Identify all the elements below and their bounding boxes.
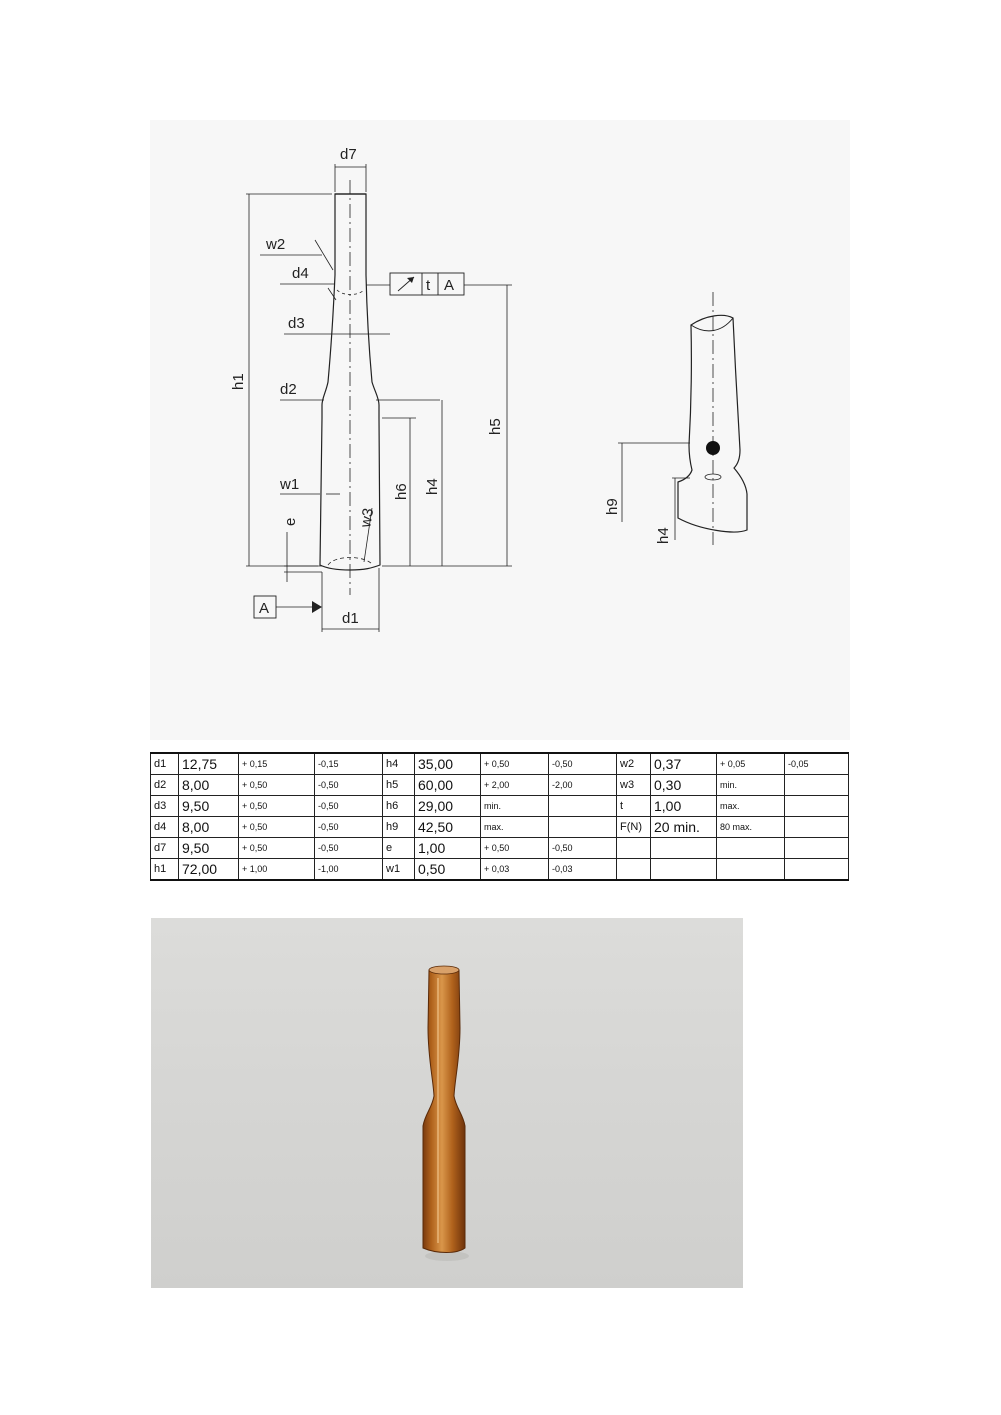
spec-cell: 35,00 <box>415 753 481 775</box>
spec-cell: + 0,50 <box>481 753 549 775</box>
d2-label: d2 <box>280 381 297 398</box>
spec-cell: h5 <box>383 775 415 796</box>
d1-label: d1 <box>342 610 359 627</box>
spec-cell <box>651 859 717 881</box>
spec-cell: 8,00 <box>179 817 239 838</box>
spec-cell: w2 <box>617 753 651 775</box>
spec-cell: max. <box>481 817 549 838</box>
spec-cell: + 0,15 <box>239 753 315 775</box>
d3-label: d3 <box>288 315 305 332</box>
spec-cell: + 0,50 <box>239 838 315 859</box>
spec-cell: d7 <box>151 838 179 859</box>
spec-cell: + 0,05 <box>717 753 785 775</box>
spec-cell <box>549 817 617 838</box>
detail-h4-label: h4 <box>655 527 672 544</box>
h1-label: h1 <box>230 373 247 390</box>
spec-cell: 9,50 <box>179 796 239 817</box>
spec-cell: 42,50 <box>415 817 481 838</box>
spec-cell: F(N) <box>617 817 651 838</box>
spec-cell: + 0,50 <box>481 838 549 859</box>
datum-triangle-icon <box>312 601 322 613</box>
spec-cell: -0,05 <box>785 753 849 775</box>
detail-view <box>604 292 747 545</box>
spec-cell: 0,50 <box>415 859 481 881</box>
spec-cell <box>785 838 849 859</box>
w1-label: w1 <box>280 476 300 493</box>
spec-cell: min. <box>481 796 549 817</box>
ampoule-photo-svg <box>151 918 743 1288</box>
spec-cell: -0,50 <box>315 775 383 796</box>
d4-label: d4 <box>292 265 309 282</box>
frame-a-label: A <box>444 277 455 294</box>
frame-t-label: t <box>426 277 431 294</box>
spec-cell: -1,00 <box>315 859 383 881</box>
spec-row <box>151 753 849 775</box>
spec-cell: 20 min. <box>651 817 717 838</box>
spec-cell: d1 <box>151 753 179 775</box>
spec-cell: e <box>383 838 415 859</box>
technical-drawing <box>150 120 850 740</box>
spec-cell <box>617 859 651 881</box>
spec-cell: h1 <box>151 859 179 881</box>
specification-table <box>150 752 849 881</box>
spec-cell: 12,75 <box>179 753 239 775</box>
base-dome <box>328 558 373 566</box>
spec-cell: d2 <box>151 775 179 796</box>
score-point-dot <box>706 441 720 455</box>
e-label: e <box>282 517 299 526</box>
spec-row <box>151 796 849 817</box>
spec-cell: d4 <box>151 817 179 838</box>
spec-cell: 8,00 <box>179 775 239 796</box>
spec-cell: 29,00 <box>415 796 481 817</box>
w3-label: w3 <box>357 506 378 529</box>
spec-cell: min. <box>717 775 785 796</box>
spec-cell: h9 <box>383 817 415 838</box>
spec-cell: 0,37 <box>651 753 717 775</box>
spec-cell: w1 <box>383 859 415 881</box>
spec-cell: -0,50 <box>315 817 383 838</box>
detail-h9-label: h9 <box>604 498 621 515</box>
spec-cell: 60,00 <box>415 775 481 796</box>
spec-cell: -0,50 <box>315 796 383 817</box>
spec-cell: 0,30 <box>651 775 717 796</box>
break-ring <box>337 290 364 295</box>
spec-cell <box>785 775 849 796</box>
spec-cell <box>785 859 849 881</box>
spec-cell: 1,00 <box>415 838 481 859</box>
spec-cell: h6 <box>383 796 415 817</box>
spec-cell <box>617 838 651 859</box>
spec-cell <box>717 838 785 859</box>
spec-cell: -0,50 <box>549 753 617 775</box>
spec-cell: max. <box>717 796 785 817</box>
spec-cell: -0,15 <box>315 753 383 775</box>
h4-label: h4 <box>424 478 441 495</box>
spec-cell: -0,50 <box>315 838 383 859</box>
spec-cell: h4 <box>383 753 415 775</box>
spec-cell: -0,03 <box>549 859 617 881</box>
spec-row <box>151 838 849 859</box>
spec-cell <box>785 817 849 838</box>
spec-cell: + 0,50 <box>239 796 315 817</box>
spec-cell: + 2,00 <box>481 775 549 796</box>
spec-cell <box>549 796 617 817</box>
spec-cell: + 0,50 <box>239 775 315 796</box>
spec-cell: w3 <box>617 775 651 796</box>
spec-cell <box>651 838 717 859</box>
w2-label: w2 <box>266 236 286 253</box>
spec-cell: 72,00 <box>179 859 239 881</box>
spec-cell: + 0,50 <box>239 817 315 838</box>
ampoule-glass <box>423 967 465 1253</box>
spec-cell: d3 <box>151 796 179 817</box>
spec-cell: 80 max. <box>717 817 785 838</box>
spec-cell <box>785 796 849 817</box>
spec-cell: + 1,00 <box>239 859 315 881</box>
ampoule-drawing-svg <box>150 120 850 740</box>
d7-label: d7 <box>340 146 357 163</box>
spec-cell: + 0,03 <box>481 859 549 881</box>
spec-row <box>151 775 849 796</box>
spec-cell: t <box>617 796 651 817</box>
datum-label: A <box>259 600 270 617</box>
spec-cell: 1,00 <box>651 796 717 817</box>
spec-cell: 9,50 <box>179 838 239 859</box>
spec-cell <box>717 859 785 881</box>
spec-row <box>151 817 849 838</box>
spec-cell: -2,00 <box>549 775 617 796</box>
ampoule-photo <box>151 918 743 1288</box>
spec-cell: -0,50 <box>549 838 617 859</box>
h5-label: h5 <box>487 418 504 435</box>
h6-label: h6 <box>393 483 410 500</box>
spec-row <box>151 859 849 881</box>
